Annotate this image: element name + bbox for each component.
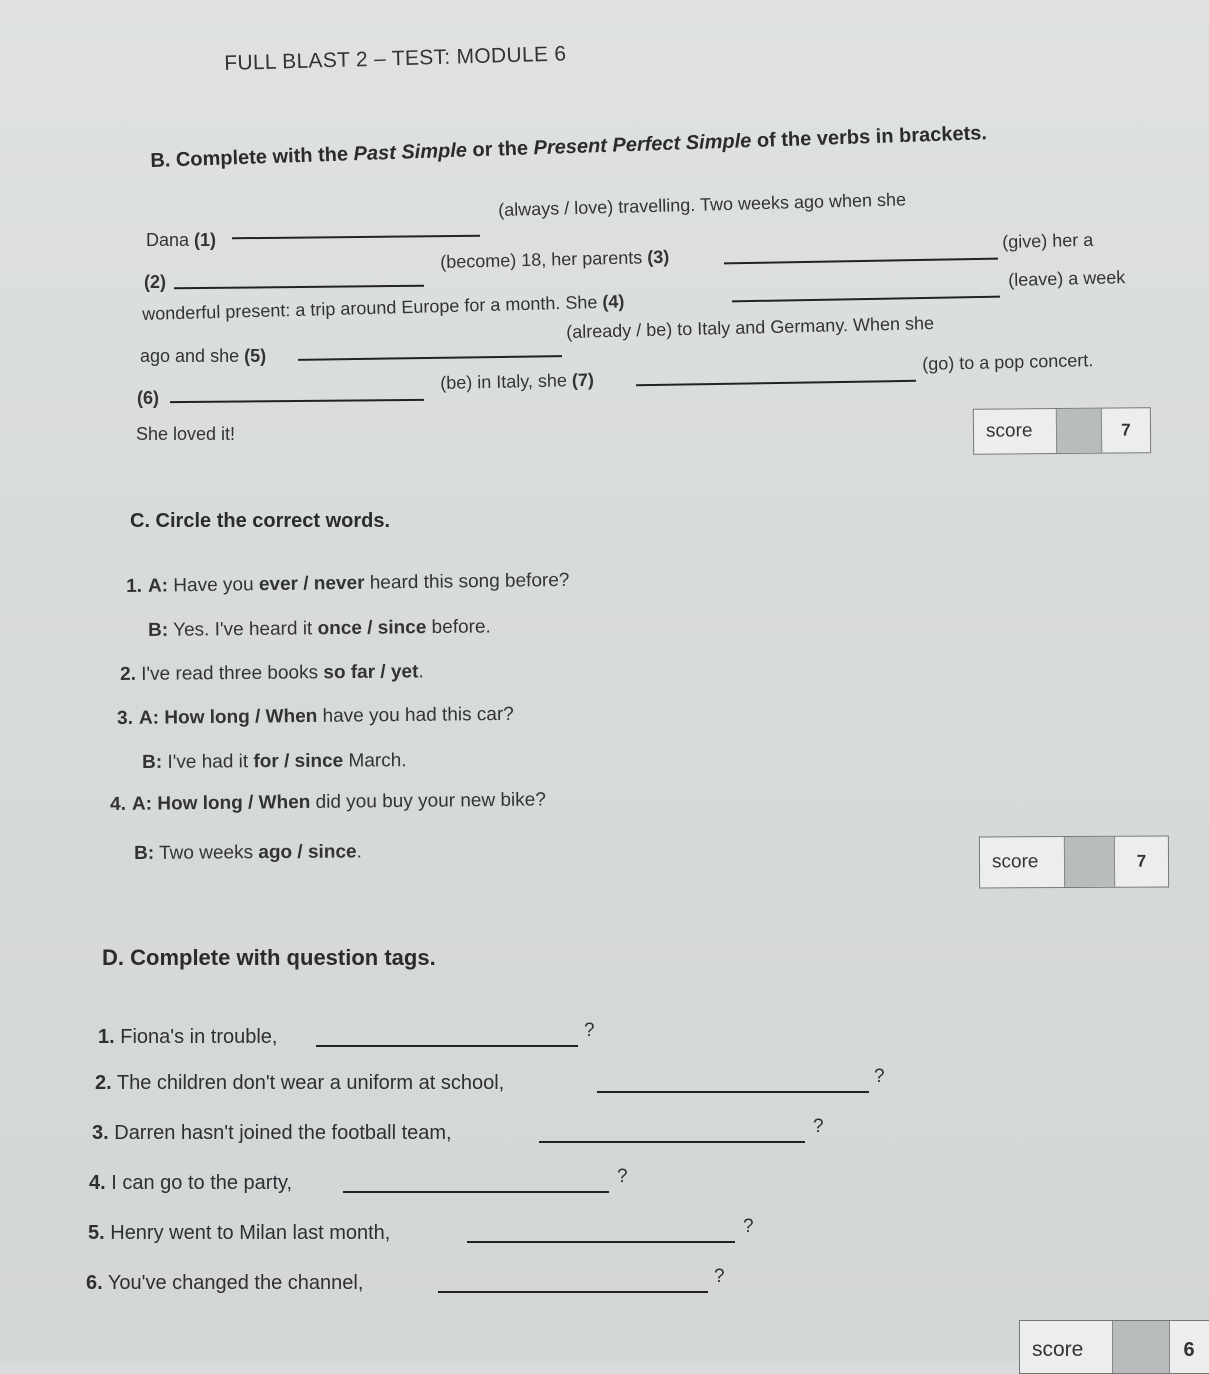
question-tag-item [98, 1026, 277, 1049]
section-c-item [134, 841, 362, 865]
item-number: 1. [98, 1026, 115, 1048]
blank-number: (6) [137, 388, 159, 408]
section-b-line-3b: (leave) a week [1008, 267, 1126, 290]
choice-options[interactable]: for / since [253, 750, 344, 773]
choice-options[interactable]: How long / When [157, 791, 311, 815]
question-tag-item [89, 1172, 292, 1195]
item-text: . [356, 841, 362, 863]
score-entry-cell[interactable] [1064, 837, 1115, 887]
item-text: have you had this car? [317, 703, 514, 727]
item-text: Have you [167, 574, 260, 597]
item-text: Darren hasn't joined the football team, [108, 1122, 452, 1144]
section-b-line-2b [440, 247, 670, 273]
section-c-item [110, 789, 546, 816]
item-text: Yes. I've heard it [168, 618, 318, 641]
answer-blank[interactable] [467, 1241, 735, 1243]
page-title: FULL BLAST 2 – TEST: MODULE 6 [224, 42, 567, 75]
question-tag-item [92, 1122, 452, 1145]
question-tag-item [86, 1272, 363, 1295]
line-text: ago and she [140, 346, 245, 366]
blank-number: (3) [647, 246, 670, 268]
section-c-item [126, 570, 570, 598]
answer-blank-5[interactable] [298, 355, 562, 361]
item-text: I've had it [162, 751, 254, 773]
item-text: . [418, 661, 424, 683]
score-label: score [991, 851, 1039, 873]
item-text: You've changed the channel, [102, 1272, 364, 1294]
section-c-item [142, 750, 407, 774]
item-text: heard this song before? [364, 569, 570, 594]
section-b-line-4b: (already / be) to Italy and Germany. When she [566, 313, 935, 342]
section-c-heading: C. Circle the correct words. [130, 510, 391, 532]
speaker-label: A: [138, 707, 160, 729]
item-text: The children don't wear a uniform at school, [111, 1072, 505, 1094]
item-number: 4. [89, 1172, 106, 1194]
item-text: Fiona's in trouble, [114, 1026, 278, 1048]
score-label: score [985, 420, 1033, 442]
section-c-item [120, 661, 424, 686]
blank-number: (4) [602, 291, 625, 312]
choice-options[interactable]: once / since [317, 617, 427, 640]
choice-options[interactable]: ever / never [258, 572, 365, 596]
section-c-item [148, 616, 491, 642]
choice-options[interactable]: How long / When [164, 705, 318, 729]
question-mark: ? [617, 1166, 628, 1187]
heading-text: of the verbs in brackets. [750, 122, 988, 153]
item-text: I can go to the party, [105, 1172, 293, 1194]
item-text: before. [426, 616, 491, 639]
item-number: 1. [126, 575, 143, 597]
section-b-line-2c: (give) her a [1002, 229, 1094, 252]
item-text: Two weeks [154, 842, 259, 864]
answer-blank-6[interactable] [170, 399, 424, 403]
blank-number: (2) [144, 272, 166, 292]
score-max: 6 [1183, 1338, 1195, 1361]
score-max: 7 [1121, 420, 1131, 440]
item-number: 2. [95, 1072, 112, 1094]
answer-blank[interactable] [597, 1091, 869, 1093]
choice-options[interactable]: so far / yet [323, 661, 419, 684]
item-number: 5. [88, 1222, 105, 1244]
answer-blank[interactable] [316, 1045, 578, 1047]
answer-blank-4[interactable] [732, 296, 1000, 303]
speaker-label: B: [142, 751, 163, 773]
choice-options[interactable]: ago / since [258, 841, 357, 864]
heading-emphasis-past-simple: Past Simple [353, 139, 468, 166]
score-box-c [979, 836, 1169, 889]
section-b-line-4a [140, 346, 266, 367]
section-b-line-1a [146, 230, 216, 251]
item-text: Henry went to Milan last month, [104, 1222, 391, 1244]
answer-blank-7[interactable] [636, 380, 916, 386]
speaker-label: A: [147, 575, 169, 597]
item-text: March. [343, 750, 407, 772]
section-d-heading: D. Complete with question tags. [102, 945, 436, 970]
speaker-label: A: [131, 793, 153, 815]
question-tag-item [95, 1072, 504, 1095]
section-b-line-5c: (go) to a pop concert. [922, 350, 1094, 374]
section-b-line-5b [440, 370, 594, 394]
question-mark: ? [813, 1116, 824, 1137]
item-text: did you buy your new bike? [310, 789, 546, 813]
speaker-label: B: [148, 619, 169, 641]
answer-blank[interactable] [343, 1191, 609, 1193]
score-box-d [1019, 1320, 1209, 1374]
answer-blank-1[interactable] [232, 235, 480, 240]
heading-text: or the [466, 137, 534, 162]
answer-blank[interactable] [539, 1141, 805, 1143]
speaker-label: B: [134, 842, 155, 864]
score-label: score [1032, 1338, 1084, 1361]
item-number: 4. [110, 793, 127, 815]
score-entry-cell[interactable] [1056, 409, 1102, 453]
score-box-b [973, 407, 1151, 455]
line-text: (be) in Italy, she [440, 370, 573, 393]
score-max: 7 [1136, 851, 1147, 871]
section-b-line-1b: (always / love) travelling. Two weeks ago when she [498, 189, 907, 220]
answer-blank-3[interactable] [724, 258, 998, 265]
item-number: 6. [86, 1272, 103, 1294]
question-mark: ? [584, 1020, 595, 1041]
line-text: Dana [146, 230, 195, 250]
question-mark: ? [714, 1266, 725, 1287]
item-text: I've read three books [135, 662, 324, 685]
section-b-line-3a [142, 291, 625, 325]
section-b-heading [150, 122, 987, 173]
section-b-line-6: She loved it! [136, 424, 236, 444]
question-mark: ? [743, 1216, 754, 1237]
blank-number: (7) [571, 369, 595, 391]
answer-blank[interactable] [438, 1291, 708, 1293]
answer-blank-2[interactable] [174, 285, 424, 290]
blank-number: (5) [244, 346, 267, 366]
line-text: wonderful present: a trip around Europe for a month. She [142, 291, 603, 324]
question-mark: ? [874, 1066, 885, 1087]
question-tag-item [88, 1222, 390, 1245]
blank-number: (1) [194, 230, 217, 250]
item-number: 3. [117, 707, 134, 729]
section-c-item [117, 704, 514, 730]
item-number: 2. [120, 663, 137, 685]
line-text: (become) 18, her parents [440, 247, 648, 272]
score-entry-cell[interactable] [1112, 1321, 1170, 1373]
item-number: 3. [92, 1122, 109, 1144]
heading-emphasis-present-perfect: Present Perfect Simple [533, 130, 752, 160]
heading-text: B. Complete with the [150, 143, 354, 172]
